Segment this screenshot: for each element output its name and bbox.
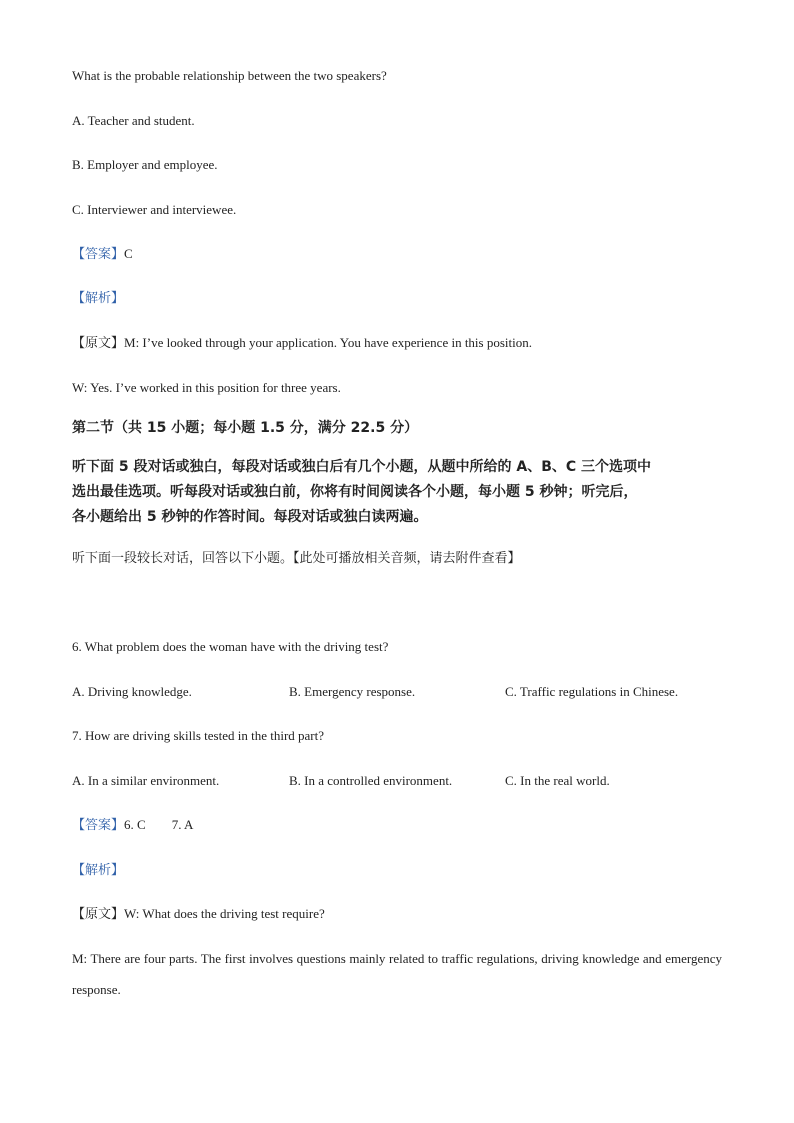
answer-label: 【答案】 bbox=[72, 817, 125, 832]
analysis-label: 【解析】 bbox=[72, 290, 125, 305]
q6-option-c: C. Traffic regulations in Chinese. bbox=[505, 684, 679, 699]
q7-option-c: C. In the real world. bbox=[505, 773, 610, 788]
q67-answer bbox=[72, 817, 193, 833]
transcript-label: 【原文】 bbox=[72, 906, 125, 921]
q67-transcript bbox=[72, 906, 325, 922]
answer-6: 6. C bbox=[124, 817, 146, 832]
answer-label: 【答案】 bbox=[72, 246, 125, 261]
q5-answer bbox=[72, 246, 133, 262]
q6-question: 6. What problem does the woman have with the driving test? bbox=[72, 639, 389, 654]
analysis-label: 【解析】 bbox=[72, 862, 125, 877]
transcript-label: 【原文】 bbox=[72, 335, 125, 350]
q5-transcript-line-2: W: Yes. I’ve worked in this position for three years. bbox=[72, 380, 341, 395]
section-title: 第二节（共 15 小题；每小题 1.5 分，满分 22.5 分） bbox=[72, 420, 419, 436]
answer-7: 7. A bbox=[171, 817, 194, 832]
transcript-line: M: I’ve looked through your application. You have experience in this position. bbox=[124, 335, 532, 350]
section-instructions bbox=[72, 455, 724, 530]
q5-option-c: C. Interviewer and interviewee. bbox=[72, 202, 237, 217]
q7-question: 7. How are driving skills tested in the third part? bbox=[72, 728, 325, 743]
q5-transcript bbox=[72, 335, 532, 351]
q7-option-b: B. In a controlled environment. bbox=[289, 773, 453, 788]
q6-option-b: B. Emergency response. bbox=[289, 684, 416, 699]
transcript-line: W: What does the driving test require? bbox=[124, 906, 325, 921]
audio-note: 听下面一段较长对话，回答以下小题。【此处可播放相关音频，请去附件查看】 bbox=[72, 551, 521, 566]
q5-option-a: A. Teacher and student. bbox=[72, 113, 195, 128]
q7-option-a: A. In a similar environment. bbox=[72, 773, 220, 788]
q6-option-a: A. Driving knowledge. bbox=[72, 684, 192, 699]
q67-transcript-paragraph: M: There are four parts. The first involves questions mainly related to traffic regulations, driving knowledge and emergency response. bbox=[72, 951, 722, 997]
instruction-line: 听下面 5 段对话或独白，每段对话或独白后有几个小题，从题中所给的 A、B、C 三个选项中 bbox=[72, 459, 652, 475]
q67-analysis bbox=[72, 862, 124, 878]
q5-option-b: B. Employer and employee. bbox=[72, 157, 218, 172]
q5-analysis bbox=[72, 290, 124, 306]
answer-value: C bbox=[124, 246, 133, 261]
q5-question: What is the probable relationship between the two speakers? bbox=[72, 68, 387, 83]
instruction-line: 各小题给出 5 秒钟的作答时间。每段对话或独白读两遍。 bbox=[72, 509, 428, 525]
instruction-line: 选出最佳选项。听每段对话或独白前，你将有时间阅读各个小题，每小题 5 秒钟；听完后， bbox=[72, 484, 638, 500]
